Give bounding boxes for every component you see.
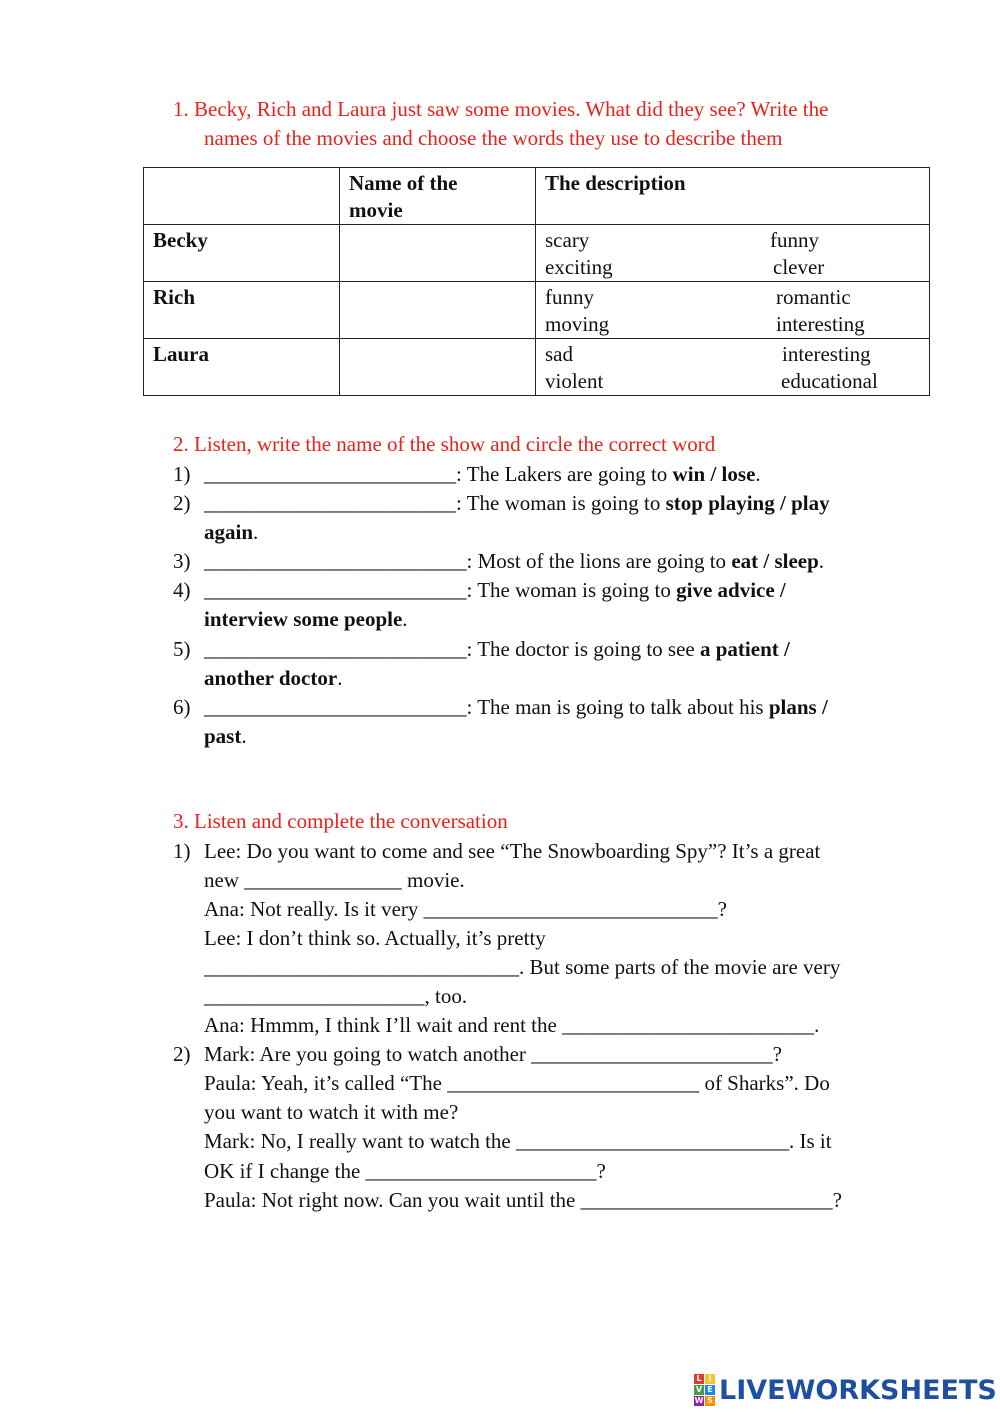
conversation-line[interactable]: Paula: Not right now. Can you wait until the ________________________? [204, 1188, 842, 1212]
logo-tile: I [705, 1374, 715, 1384]
description-word[interactable]: sad [545, 342, 573, 366]
conversation-line[interactable]: Mark: Are you going to watch another _______________________? [204, 1042, 782, 1066]
ex2-item-5[interactable]: _________________________: The doctor is going to see a patient / [204, 637, 790, 661]
conversation-line[interactable]: _____________________, too. [204, 984, 468, 1008]
ex2-item-3[interactable]: _________________________: Most of the lions are going to eat / sleep. [204, 549, 825, 573]
description-word[interactable]: funny [770, 228, 819, 252]
description-options [536, 339, 930, 396]
movies-table [143, 167, 930, 396]
description-options [536, 282, 930, 339]
ex2-item-4[interactable]: _________________________: The woman is going to give advice / [204, 578, 786, 602]
ex2-item-6-cont[interactable]: past. [204, 724, 247, 748]
conversation-line[interactable]: OK if I change the ______________________? [204, 1159, 606, 1183]
logo-grid-icon [694, 1374, 715, 1406]
person-name: Becky [144, 225, 340, 282]
header-empty-cell [144, 168, 340, 225]
ex2-item-5-cont[interactable]: another doctor. [204, 666, 343, 690]
ex2-item-2-cont[interactable]: again. [204, 520, 259, 544]
table-header-row [144, 168, 930, 225]
conversation-line[interactable]: new _______________ movie. [204, 868, 465, 892]
logo-tile: E [705, 1385, 715, 1395]
conversation-line[interactable]: Lee: I don’t think so. Actually, it’s pretty [204, 926, 546, 950]
description-word[interactable]: moving [545, 312, 610, 336]
description-word[interactable]: interesting [776, 312, 865, 336]
description-word[interactable]: exciting [545, 255, 613, 279]
logo-text: LIVEWORKSHEETS [719, 1374, 997, 1406]
ex2-item-4-cont[interactable]: interview some people. [204, 607, 408, 631]
exercise-1-title: 1. Becky, Rich and Laura just saw some movies. What did they see? Write the [173, 97, 829, 121]
logo-tile: V [695, 1385, 703, 1394]
logo-tile: W [694, 1396, 704, 1405]
ex2-item-1[interactable]: ________________________: The Lakers are going to win / lose. [204, 462, 761, 486]
description-word[interactable]: funny [545, 285, 594, 309]
description-word[interactable]: educational [781, 369, 878, 393]
description-options [536, 225, 930, 282]
movie-name-field[interactable] [340, 225, 536, 282]
conversation-line[interactable]: Mark: No, I really want to watch the __________________________. Is it [204, 1129, 832, 1153]
table-row [144, 225, 930, 282]
logo-tile: S [705, 1396, 715, 1406]
item-number: 5) [173, 637, 191, 661]
conversation-line[interactable]: Ana: Not really. Is it very ____________________________? [204, 897, 727, 921]
ex2-item-2[interactable]: ________________________: The woman is going to stop playing / play [204, 491, 830, 515]
movie-name-field[interactable] [340, 282, 536, 339]
description-word[interactable]: clever [773, 255, 825, 279]
exercise-1-title-cont: names of the movies and choose the words they use to describe them [204, 126, 783, 150]
description-word[interactable]: romantic [776, 285, 851, 309]
item-number: 1) [173, 839, 191, 863]
conversation-line[interactable]: Paula: Yeah, it’s called “The ________________________ of Sharks”. Do [204, 1071, 830, 1095]
exercise-2-title: 2. Listen, write the name of the show and circle the correct word [173, 432, 716, 456]
person-name: Laura [144, 339, 340, 396]
header-movie-name: Name of the movie [340, 168, 536, 225]
item-number: 3) [173, 549, 191, 573]
description-word[interactable]: interesting [782, 342, 871, 366]
logo-tile: L [694, 1374, 704, 1384]
conversation-line[interactable]: Ana: Hmmm, I think I’ll wait and rent the ________________________. [204, 1013, 820, 1037]
item-number: 6) [173, 695, 191, 719]
item-number: 1) [173, 462, 191, 486]
ex2-item-6[interactable]: _________________________: The man is going to talk about his plans / [204, 695, 828, 719]
table-row [144, 282, 930, 339]
item-number: 2) [173, 491, 191, 515]
movie-name-field[interactable] [340, 339, 536, 396]
description-word[interactable]: scary [545, 228, 590, 252]
conversation-line[interactable]: you want to watch it with me? [204, 1100, 459, 1124]
liveworksheets-logo [694, 1373, 997, 1407]
exercise-3-title: 3. Listen and complete the conversation [173, 809, 508, 833]
person-name: Rich [144, 282, 340, 339]
conversation-line[interactable]: ______________________________. But some parts of the movie are very [204, 955, 841, 979]
table-row [144, 339, 930, 396]
header-description: The description [536, 168, 930, 225]
description-word[interactable]: violent [545, 369, 604, 393]
item-number: 2) [173, 1042, 191, 1066]
conversation-line[interactable]: Lee: Do you want to come and see “The Snowboarding Spy”? It’s a great [204, 839, 821, 863]
item-number: 4) [173, 578, 191, 602]
